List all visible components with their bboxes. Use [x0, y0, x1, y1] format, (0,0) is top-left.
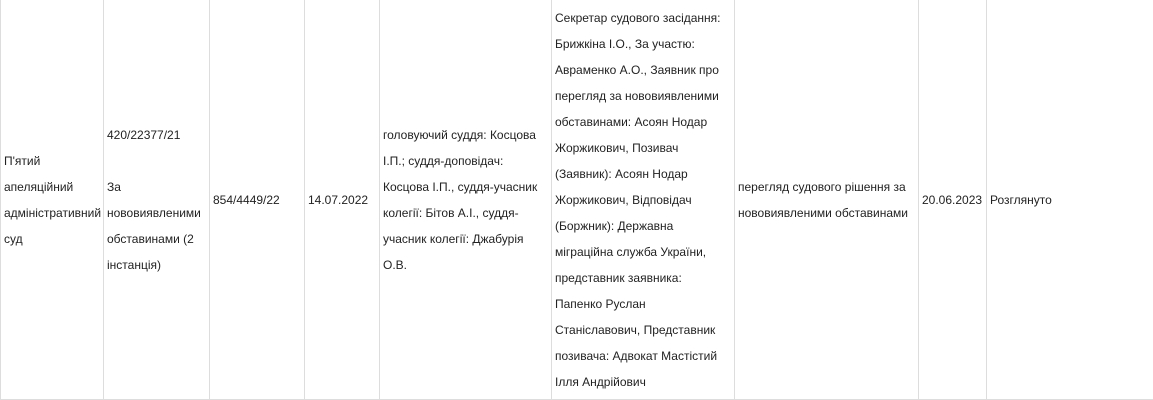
- judges-line: Косцова І.П., суддя-учасник: [383, 179, 538, 194]
- judges-line: головуючий суддя: Косцова: [383, 127, 536, 142]
- court-cell: [1, 0, 104, 400]
- court-name-line: апеляційний: [4, 179, 74, 194]
- participants-line: міграційна служба України,: [555, 244, 707, 259]
- proceeding-form-line: інстанція): [107, 257, 161, 272]
- subject-line: нововиявленими обставинами: [738, 205, 908, 220]
- participants-cell: [552, 0, 735, 400]
- participants-line: перегляд за нововиявленими: [555, 88, 719, 103]
- registration-date: 14.07.2022: [308, 192, 369, 207]
- participants-line: Папенко Руслан: [555, 296, 646, 311]
- registration-date-cell: [305, 0, 380, 400]
- status-cell: [987, 0, 1153, 400]
- subject-cell: [735, 0, 919, 400]
- proceeding-number-cell: [210, 0, 305, 400]
- participants-line: позивача: Адвокат Мастістий: [555, 348, 718, 363]
- proceeding-form-line: За: [107, 179, 121, 194]
- proceeding-form-line: нововиявленими: [107, 205, 201, 220]
- participants-line: Станіславович, Представник: [555, 322, 716, 337]
- court-name-line: суд: [4, 231, 23, 246]
- proceeding-form-line: обставинами (2: [107, 231, 194, 246]
- table-row: [1, 0, 1153, 400]
- judges-line: І.П.; суддя-доповідач:: [383, 153, 504, 168]
- participants-line: Жоржикович, Позивач: [555, 140, 679, 155]
- participants-line: (Боржник): Державна: [555, 218, 674, 233]
- participants-line: (Заявник): Асоян Нодар: [555, 166, 688, 181]
- subject-line: перегляд судового рішення за: [738, 179, 906, 194]
- judges-line: колегії: Бітов А.І., суддя-: [383, 205, 519, 220]
- participants-line: обставинами: Асоян Нодар: [555, 114, 708, 129]
- judges-line: учасник колегії: Джабурія: [383, 231, 524, 246]
- participants-line: Ілля Андрійович: [555, 374, 646, 389]
- participants-line: Брижкіна І.О., За участю:: [555, 36, 695, 51]
- court-name-line: адміністративний: [4, 205, 102, 220]
- case-cell: [104, 0, 210, 400]
- spacer: [107, 148, 206, 174]
- judges-cell: [380, 0, 552, 400]
- judges-line: О.В.: [383, 257, 408, 272]
- participants-line: Секретар судового засідання:: [555, 10, 721, 25]
- court-name-line: П'ятий: [4, 153, 41, 168]
- case-number: 420/22377/21: [107, 127, 181, 142]
- participants-line: Жоржикович, Відповідач: [555, 192, 692, 207]
- participants-line: представник заявника:: [555, 270, 682, 285]
- participants-line: Авраменко А.О., Заявник про: [555, 62, 719, 77]
- hearing-date: 20.06.2023: [922, 192, 983, 207]
- proceeding-number: 854/4449/22: [213, 192, 280, 207]
- case-status: Розглянуто: [990, 192, 1052, 207]
- hearing-date-cell: [919, 0, 987, 400]
